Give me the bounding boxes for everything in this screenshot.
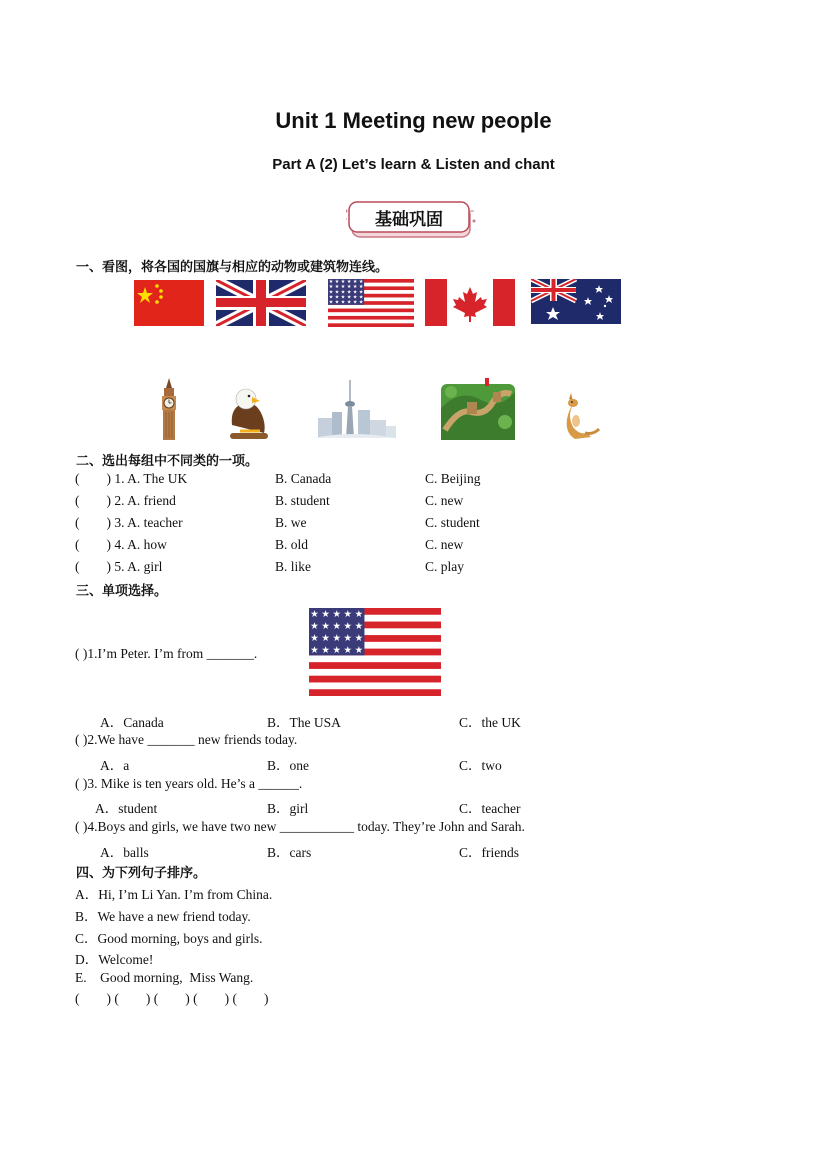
q4-option-c[interactable]: C．friends bbox=[459, 845, 519, 860]
svg-text:★: ★ bbox=[343, 632, 353, 644]
svg-text:★: ★ bbox=[340, 279, 346, 286]
q2-option-b[interactable]: B．one bbox=[267, 758, 309, 773]
question-1: ( )1.I’m Peter. I’m from _______. bbox=[75, 646, 258, 661]
page-subtitle: Part A (2) Let’s learn & Listen and chant bbox=[272, 156, 555, 173]
usa-flag-icon[interactable] bbox=[328, 279, 414, 327]
group-2-option-b[interactable]: B. student bbox=[275, 493, 330, 508]
svg-text:★: ★ bbox=[340, 289, 346, 296]
q2-option-a[interactable]: A．a bbox=[100, 758, 130, 773]
sentence-e: E. Good morning, Miss Wang. bbox=[75, 970, 254, 985]
svg-text:★: ★ bbox=[334, 279, 340, 286]
question-4: ( )4.Boys and girls, we have two new ___________ today. They’re John and Sarah. bbox=[75, 819, 525, 834]
uk-flag-icon[interactable] bbox=[216, 280, 306, 326]
svg-text:★: ★ bbox=[354, 609, 364, 621]
svg-text:★: ★ bbox=[310, 632, 319, 644]
q4-option-b[interactable]: B．cars bbox=[267, 845, 312, 860]
svg-text:★: ★ bbox=[332, 621, 341, 633]
section4-heading: 四、为下列句子排序。 bbox=[76, 866, 207, 881]
svg-text:★: ★ bbox=[358, 279, 364, 286]
sentence-c: C．Good morning, boys and girls. bbox=[75, 931, 263, 946]
group-5-option-c[interactable]: C. play bbox=[425, 559, 464, 574]
svg-text:★: ★ bbox=[334, 284, 340, 291]
group-4-question: ( ) 4. A. how bbox=[75, 537, 167, 552]
svg-text:★: ★ bbox=[354, 621, 364, 633]
svg-text:★: ★ bbox=[354, 632, 364, 644]
group-2-option-c[interactable]: C. new bbox=[425, 493, 464, 508]
svg-text:★: ★ bbox=[358, 294, 364, 301]
svg-text:★: ★ bbox=[358, 284, 364, 291]
q2-option-c[interactable]: C．two bbox=[459, 758, 502, 773]
group-4-option-c[interactable]: C. new bbox=[425, 537, 464, 552]
q1-option-a[interactable]: A．Canada bbox=[100, 715, 164, 730]
svg-text:★: ★ bbox=[346, 279, 352, 286]
svg-text:★: ★ bbox=[352, 294, 358, 301]
sentence-b: B．We have a new friend today. bbox=[75, 909, 251, 924]
svg-text:★: ★ bbox=[343, 621, 353, 633]
section2-heading: 二、选出每组中不同类的一项。 bbox=[76, 454, 259, 469]
group-1-option-b[interactable]: B. Canada bbox=[275, 471, 332, 486]
group-4-option-b[interactable]: B. old bbox=[275, 537, 309, 552]
svg-text:★: ★ bbox=[334, 294, 340, 301]
svg-text:★: ★ bbox=[343, 609, 353, 621]
eagle-icon[interactable] bbox=[226, 385, 272, 441]
svg-text:★: ★ bbox=[328, 294, 334, 301]
svg-text:★: ★ bbox=[334, 299, 340, 306]
svg-text:★: ★ bbox=[340, 284, 346, 291]
sentence-a: A．Hi, I’m Li Yan. I’m from China. bbox=[75, 887, 273, 902]
badge-label: 基础巩固 bbox=[375, 210, 443, 230]
section3-heading: 三、单项选择。 bbox=[76, 584, 168, 599]
svg-text:★: ★ bbox=[340, 299, 346, 306]
svg-text:★: ★ bbox=[352, 279, 358, 286]
svg-text:★: ★ bbox=[332, 644, 341, 656]
sentence-d: D．Welcome! bbox=[75, 952, 154, 967]
q4-option-a[interactable]: A．balls bbox=[100, 845, 149, 860]
question-2: ( )2.We have _______ new friends today. bbox=[75, 732, 298, 747]
svg-text:★: ★ bbox=[358, 299, 364, 306]
svg-text:★: ★ bbox=[321, 621, 330, 633]
svg-text:★: ★ bbox=[334, 289, 340, 296]
q1-option-b[interactable]: B．The USA bbox=[267, 715, 341, 730]
order-answer-blanks[interactable]: ( ) ( ) ( ) ( ) ( ) bbox=[75, 991, 269, 1006]
svg-text:★: ★ bbox=[352, 299, 358, 306]
big-ben-icon[interactable] bbox=[158, 378, 180, 440]
group-1-option-c[interactable]: C. Beijing bbox=[425, 471, 481, 486]
q3-option-b[interactable]: B．girl bbox=[267, 801, 309, 816]
svg-text:★: ★ bbox=[310, 644, 319, 656]
usa-flag-large-icon bbox=[309, 608, 441, 696]
group-3-option-c[interactable]: C. student bbox=[425, 515, 480, 530]
cn-tower-skyline-icon[interactable] bbox=[312, 380, 398, 440]
svg-text:★: ★ bbox=[328, 279, 334, 286]
group-1-question: ( ) 1. A. The UK bbox=[75, 471, 188, 486]
svg-text:★: ★ bbox=[321, 644, 330, 656]
great-wall-icon[interactable] bbox=[441, 378, 515, 440]
group-2-question: ( ) 2. A. friend bbox=[75, 493, 176, 508]
svg-text:★: ★ bbox=[346, 294, 352, 301]
svg-text:★: ★ bbox=[310, 609, 319, 621]
svg-text:★: ★ bbox=[340, 294, 346, 301]
australia-flag-icon[interactable] bbox=[531, 279, 621, 324]
group-3-question: ( ) 3. A. teacher bbox=[75, 515, 183, 530]
svg-text:★: ★ bbox=[346, 299, 352, 306]
kangaroo-icon[interactable] bbox=[561, 389, 601, 441]
svg-text:★: ★ bbox=[332, 632, 341, 644]
canada-flag-icon[interactable] bbox=[425, 279, 515, 326]
svg-text:★: ★ bbox=[328, 289, 334, 296]
group-3-option-b[interactable]: B. we bbox=[275, 515, 307, 530]
svg-text:★: ★ bbox=[352, 289, 358, 296]
china-flag-icon[interactable] bbox=[134, 280, 204, 326]
svg-text:★: ★ bbox=[310, 621, 319, 633]
svg-text:★: ★ bbox=[354, 644, 364, 656]
group-5-question: ( ) 5. A. girl bbox=[75, 559, 163, 574]
svg-text:★: ★ bbox=[346, 289, 352, 296]
group-5-option-b[interactable]: B. like bbox=[275, 559, 311, 574]
svg-text:★: ★ bbox=[332, 609, 341, 621]
svg-text:★: ★ bbox=[346, 284, 352, 291]
section1-heading: 一、看图，将各国的国旗与相应的动物或建筑物连线。 bbox=[76, 260, 389, 275]
svg-text:★: ★ bbox=[343, 644, 353, 656]
svg-text:★: ★ bbox=[321, 632, 330, 644]
q3-option-c[interactable]: C．teacher bbox=[459, 801, 521, 816]
section-badge bbox=[346, 199, 476, 239]
question-3: ( )3. Mike is ten years old. He’s a ______. bbox=[75, 776, 303, 791]
q1-option-c[interactable]: C．the UK bbox=[459, 715, 521, 730]
svg-text:★: ★ bbox=[328, 284, 334, 291]
svg-text:★: ★ bbox=[321, 609, 330, 621]
page-title: Unit 1 Meeting new people bbox=[275, 108, 552, 133]
svg-text:★: ★ bbox=[352, 284, 358, 291]
svg-text:★: ★ bbox=[358, 289, 364, 296]
svg-text:★: ★ bbox=[328, 299, 334, 306]
q3-option-a[interactable]: A．student bbox=[95, 801, 158, 816]
